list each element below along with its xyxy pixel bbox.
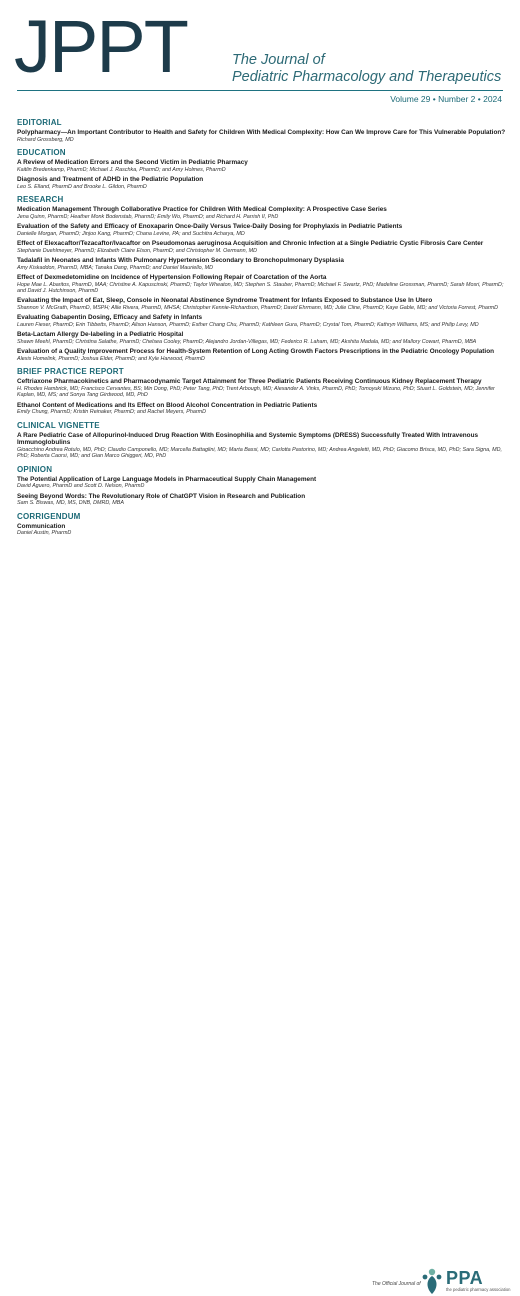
section-heading: EDITORIAL <box>17 118 62 127</box>
article-title: Evaluating Gabapentin Dosing, Efficacy and Safety in Infants <box>17 314 203 322</box>
toc-entry[interactable] <box>17 257 507 271</box>
article-authors: David Aguero, PharmD and Scott D. Nelson, PharmD <box>17 483 145 490</box>
masthead <box>0 0 520 110</box>
article-authors: Hope Mae L. Abaritos, PharmD, MAA; Christine A. Kapuscinski, PharmD; Taylor Wheaton, MD; Stephen S. Stauber, PharmD; Michael F. Swartz, PhD; Madeline Grossman, PharmD; Sarah Mosri, PharmD; and David J. Hutchinson, PharmD <box>17 281 504 294</box>
journal-name-line-2: Pediatric Pharmacology and Therapeutics <box>232 69 502 85</box>
article-authors: Shannon V. McGrath, PharmD, MSPH; Allie Rivera, PharmD, MHSA; Christopher Kennie-Richardson, PharmD; David Ehrmann, MD; Julie Cline, PharmD; Kaye Gable, MD; and Victoria Forrest, PharmD <box>17 305 499 311</box>
journal-name <box>232 52 501 86</box>
article-title: Evaluating the Impact of Eat, Sleep, Console in Neonatal Abstinence Syndrome Treatment for Infants Exposed to Substance Use In Utero <box>17 297 433 305</box>
article-title: Diagnosis and Treatment of ADHD in the Pediatric Population <box>17 176 204 183</box>
toc-entry[interactable] <box>17 523 507 537</box>
ppa-subtitle: the pediatric pharmacy association <box>446 1287 511 1292</box>
section-heading: RESEARCH <box>17 195 64 204</box>
toc-entry[interactable] <box>17 314 507 328</box>
article-authors: Danielle Morgan, PharmD; Jinjoo Kang, PharmD; Chana Levine, PA; and Suchitra Acharya, MD <box>17 230 245 237</box>
toc-entry[interactable] <box>17 274 507 294</box>
article-authors: Leo S. Elland, PharmD and Brooke L. Gildon, PharmD <box>17 183 147 190</box>
article-title: A Rare Pediatric Case of Allopurinol-Induced Drug Reaction With Eosinophilia and Systemic Symptoms (DRESS) Successfully Treated With Intravenous Immunoglobulins <box>17 431 479 447</box>
article-authors: Jena Quinn, PharmD; Heather Monk Bodenstab, PharmD; Emily Wo, PharmD; and Richard H. Parrish II, PhD <box>17 213 279 220</box>
section-heading: EDUCATION <box>17 148 66 157</box>
article-title: Ceftriaxone Pharmacokinetics and Pharmacodynamic Target Attainment for Three Pediatric Patients Receiving Continuous Kidney Replacement Therapy <box>17 378 482 386</box>
section-heading: CLINICAL VIGNETTE <box>17 420 100 430</box>
article-authors: Daniel Austin, PharmD <box>17 530 72 537</box>
toc-entry[interactable] <box>17 348 507 362</box>
toc-entry[interactable] <box>17 331 507 345</box>
section-heading: OPINION <box>17 464 53 474</box>
article-authors: H. Rhodes Hambrick, MD; Francisco Cervantes, BS; Min Dong, PhD; Peter Tang, PhD; Trent Arbough, MD; Alexander A. Vinks, PharmD, PhD; Tomoyuki Mizuno, PhD; Stuart L. Goldstein, MD; Jennifer Kaplan, MD, MS; and Sonya Tang Girdwood, MD, PhD <box>17 386 495 399</box>
ppa-logo-text: PPA <box>446 1268 484 1288</box>
article-authors: Gioacchino Andrea Rotulo, MD, PhD; Claudio Camponello, MD; Marcella Battaglini, MD; Marta Bassi, MD; Carlotta Pastorino, MD; Andrea Angeletti, MD, PhD; Giacomo Brisca, MD, PhD; Sara Signa, MD, PhD; Roberta Caorsi, MD; and Gian Marco Ghiggeri, MD, PhD <box>17 447 503 460</box>
toc-entry[interactable] <box>17 159 507 173</box>
article-authors: Richard Grossberg, MD <box>17 136 74 143</box>
toc-entry[interactable] <box>17 240 507 254</box>
article-title: A Review of Medication Errors and the Second Victim in Pediatric Pharmacy <box>17 159 248 166</box>
footer <box>0 630 520 1292</box>
journal-name-line-1: The Journal of <box>232 52 325 68</box>
volume-issue: Volume 29 • Number 2 • 2024 <box>390 94 502 104</box>
article-title: Evaluation of a Quality Improvement Process for Health-System Retention of Long Acting Growth Factors Prescriptions in the Pediatric Oncology Population <box>17 348 495 356</box>
toc-entry[interactable] <box>17 176 507 190</box>
article-title: Beta-Lactam Allergy De-labeling in a Pediatric Hospital <box>17 331 184 339</box>
article-title: Effect of Dexmedetomidine on Incidence of Hypertension Following Repair of Coarctation of the Aorta <box>17 274 327 281</box>
article-title: Evaluation of the Safety and Efficacy of Enoxaparin Once-Daily Versus Twice-Daily Dosing for Prophylaxis in Pediatric Patients <box>17 223 403 230</box>
article-authors: Emily Chung, PharmD; Kristin Reinaker, PharmD; and Rachel Meyers, PharmD <box>17 409 207 416</box>
table-of-contents <box>17 118 507 540</box>
toc-entry[interactable] <box>17 432 507 460</box>
toc-entry[interactable] <box>17 206 507 220</box>
toc-entry[interactable] <box>17 297 507 311</box>
article-title: Communication <box>17 522 66 530</box>
article-title: The Potential Application of Large Language Models in Pharmaceutical Supply Chain Management <box>17 475 317 483</box>
toc-entry[interactable] <box>17 476 507 490</box>
article-title: Polypharmacy—An Important Contributor to Health and Safety for Children With Medical Complexity: How Can We Improve Care for This Vulnerable Population? <box>17 129 506 136</box>
article-authors: Amy Kiskaddon, PharmD, MBA; Tanaka Dang, PharmD; and Daniel Mauriello, MD <box>17 264 214 271</box>
section-heading: BRIEF PRACTICE REPORT <box>17 367 124 377</box>
toc-entry[interactable] <box>17 129 507 143</box>
article-authors: Kaitlin Bredenkamp, PharmD; Michael J. Raschka, PharmD; and Amy Holmes, PharmD <box>17 166 226 173</box>
article-title: Effect of Elexacaftor/Tezacaftor/Ivacaftor on Pseudomonas aeruginosa Acquisition and Chronic Infection at a Single Pediatric Cystic Fibrosis Care Center <box>17 240 484 247</box>
article-authors: Shawn Meehl, PharmD; Christina Salathe, PharmD; Chelsea Cooley, PharmD; Alejandro Jordan-Villegas, MD; Federico R. Laham, MD; Akshita Madala, MD; and Mallory Cowart, PharmD, MBA <box>17 339 477 345</box>
journal-logo: JPPT <box>14 5 187 88</box>
article-title: Seeing Beyond Words: The Revolutionary Role of ChatGPT Vision in Research and Publication <box>17 492 306 500</box>
official-journal-text: The Official Journal of <box>372 1281 421 1287</box>
article-authors: Stephanie Duehlmeyer, PharmD; Elizabeth Claire Elson, PharmD; and Christopher M. Oermann, MD <box>17 247 257 254</box>
ppa-logo-icon <box>420 1266 444 1296</box>
article-title: Ethanol Content of Medications and Its Effect on Blood Alcohol Concentration in Pediatric Patients <box>17 401 318 409</box>
header-rule <box>17 90 503 91</box>
article-authors: Lauren Fieser, PharmD; Erin Tibbetts, PharmD; Alison Hanson, PharmD; Esther Chang Chu, PharmD; Kathleen Gura, PharmD; Crystal Tom, PharmD; Kathryn Williams, MS; and Philip Levy, MD <box>17 322 479 328</box>
article-authors: Alexis Homelink, PharmD; Joshua Elder, PharmD; and Kyle Harwood, PharmD <box>17 356 205 362</box>
article-title: Medication Management Through Collaborative Practice for Children With Medical Complexity: A Prospective Case Series <box>17 206 387 213</box>
section-heading: CORRIGENDUM <box>17 511 81 521</box>
article-title: Tadalafil in Neonates and Infants With Pulmonary Hypertension Secondary to Bronchopulmonary Dysplasia <box>17 257 344 264</box>
toc-entry[interactable] <box>17 378 507 398</box>
toc-entry[interactable] <box>17 402 507 416</box>
toc-entry[interactable] <box>17 223 507 237</box>
toc-entry[interactable] <box>17 493 507 507</box>
article-authors: Sam S. Biswas, MD, MS, DNB, DMRD, MBA <box>17 500 124 507</box>
